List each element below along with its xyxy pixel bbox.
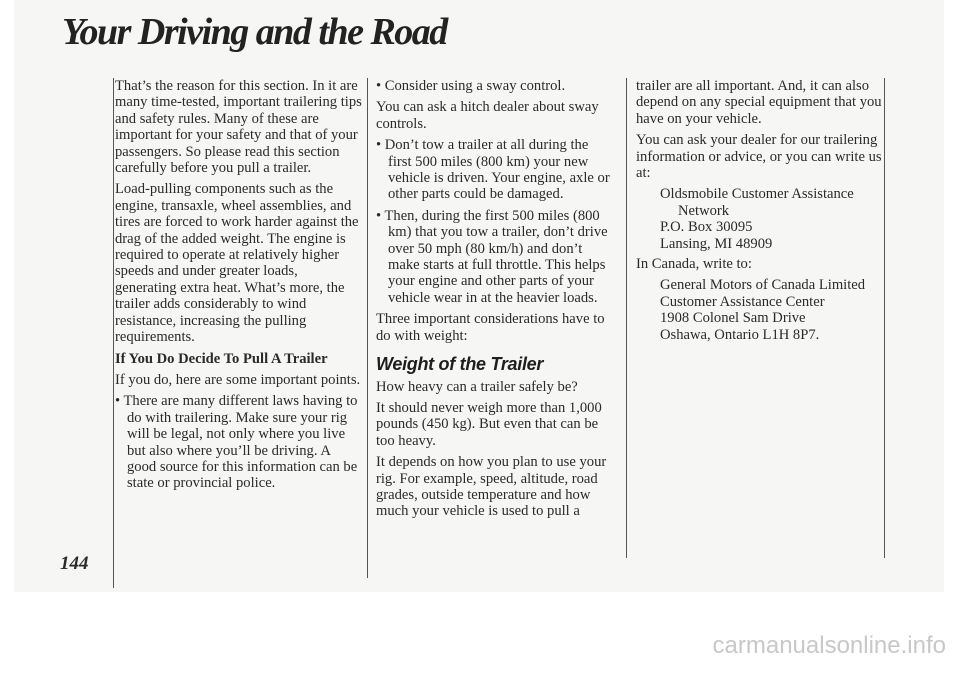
paragraph: Load-pulling components such as the engine, transaxle, wheel assemblies, and tires are forced to work harder against the drag of the added weight. The engine is required to operate at relatively higher speeds and under greater loads, generating extra heat. What’s more, the trailer adds considerably to wind resistance, increasing the pulling requirements.: [115, 181, 359, 346]
text-column-1: [115, 78, 362, 497]
paragraph: If you do, here are some important points.: [115, 371, 361, 388]
paragraph: You can ask a hitch dealer about sway controls.: [376, 99, 599, 132]
column-divider-2: [626, 78, 627, 558]
address-line: 1908 Colonel Sam Drive: [660, 310, 806, 327]
text-column-3: [636, 78, 886, 343]
page-header-title: Your Driving and the Road: [62, 11, 447, 53]
bullet-item: • Don’t tow a trailer at all during the first 500 miles (800 km) your new vehicle is driven. Your engine, axle or other parts could be damaged.: [376, 137, 610, 203]
canada-address-block: [660, 277, 886, 343]
us-address-block: [660, 186, 886, 252]
page-number: 144: [60, 553, 89, 574]
paragraph: In Canada, write to:: [636, 256, 752, 273]
section-heading: Weight of the Trailer: [376, 354, 544, 375]
address-line: P.O. Box 30095: [660, 219, 753, 236]
bullet-item: • Then, during the first 500 miles (800 km) that you tow a trailer, don’t drive over 50 mph (80 km/h) and don’t make starts at full throttle. This helps your engine and other parts of your vehicle wear in at the heavier loads.: [376, 207, 608, 306]
address-line: Network: [678, 202, 730, 219]
address-line: Oldsmobile Customer Assistance: [660, 186, 854, 203]
text-column-2: [376, 78, 613, 525]
bullet-item: • Consider using a sway control.: [376, 78, 566, 94]
paragraph: It should never weigh more than 1,000 pounds (450 kg). But even that can be too heavy.: [376, 399, 602, 449]
paragraph: trailer are all important. And, it can also depend on any special equipment that you have on your vehicle.: [636, 78, 882, 127]
paragraph: How heavy can a trailer safely be?: [376, 378, 578, 395]
bullet-item: • There are many different laws having to do with trailering. Make sure your rig will be legal, not only where you live but also where you’ll be driving. A good source for this information can be state or provincial police.: [115, 393, 358, 492]
paragraph: You can ask your dealer for our trailering information or advice, or you can write us at:: [636, 132, 882, 182]
address-line: General Motors of Canada Limited: [660, 277, 866, 294]
paragraph: It depends on how you plan to use your rig. For example, speed, altitude, road grades, outside temperature and how much your vehicle is used to pull a: [376, 454, 607, 520]
column-divider-1: [367, 78, 368, 578]
subheading: If You Do Decide To Pull A Trailer: [115, 350, 328, 367]
address-line: Oshawa, Ontario L1H 8P7.: [660, 326, 820, 343]
paragraph: Three important considerations have to do with weight:: [376, 311, 605, 344]
address-line: Lansing, MI 48909: [660, 235, 773, 252]
address-line: Customer Assistance Center: [660, 293, 825, 310]
paragraph: That’s the reason for this section. In it are many time-tested, important trailering tips and safety rules. Many of these are important for your safety and that of your passengers. So please read this section carefully before you pull a trailer.: [115, 78, 362, 177]
watermark: carmanualsonline.info: [712, 632, 946, 659]
column-divider-left: [113, 78, 114, 588]
